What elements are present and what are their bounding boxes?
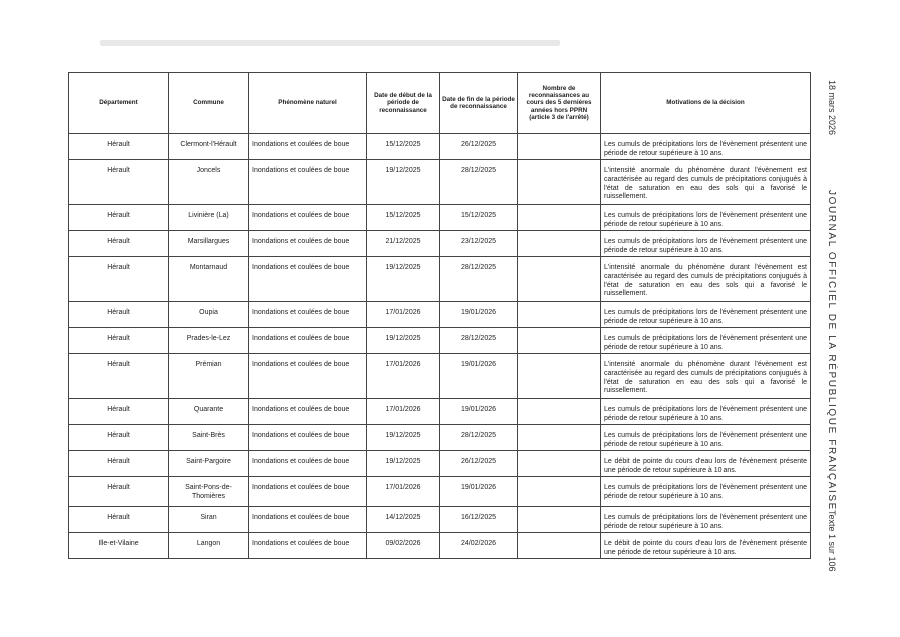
table-header-row — [69, 73, 811, 134]
cell-date-debut: 19/12/2025 — [367, 451, 440, 477]
cell-nombre — [518, 399, 601, 425]
cell-date-fin: 15/12/2025 — [440, 205, 518, 231]
cell-nombre — [518, 160, 601, 205]
cell-motivation: Les cumuls de précipitations lors de l'évènement présentent une période de retour supérieure à 10 ans. — [601, 134, 811, 160]
cell-nombre — [518, 507, 601, 533]
cell-motivation: Les cumuls de précipitations lors de l'évènement présentent une période de retour supérieure à 10 ans. — [601, 328, 811, 354]
table-row — [69, 302, 811, 328]
cell-motivation: Le débit de pointe du cours d'eau lors de l'évènement présente une période de retour supérieure à 10 ans. — [601, 451, 811, 477]
header-date-debut: Date de début de la période de reconnaissance — [367, 73, 440, 134]
cell-motivation: L'intensité anormale du phénomène durant l'évènement est caractérisée au regard des cumuls de précipitations conjugués à l'état de saturation en eau des sols qui a favorisé le ruissellement. — [601, 160, 811, 205]
cell-commune: Joncels — [169, 160, 249, 205]
cell-commune: Prémian — [169, 354, 249, 399]
table-row — [69, 507, 811, 533]
cell-date-debut: 17/01/2026 — [367, 399, 440, 425]
header-phenomene: Phénomène naturel — [249, 73, 367, 134]
cell-date-debut: 17/01/2026 — [367, 477, 440, 507]
cell-nombre — [518, 354, 601, 399]
table-row — [69, 399, 811, 425]
cell-commune: Siran — [169, 507, 249, 533]
cell-date-debut: 19/12/2025 — [367, 257, 440, 302]
cell-commune: Marsillargues — [169, 231, 249, 257]
cell-date-debut: 15/12/2025 — [367, 134, 440, 160]
cell-nombre — [518, 533, 601, 559]
cell-phenomene: Inondations et coulées de boue — [249, 354, 367, 399]
cell-phenomene: Inondations et coulées de boue — [249, 399, 367, 425]
cell-date-debut: 21/12/2025 — [367, 231, 440, 257]
table-row — [69, 231, 811, 257]
cell-date-debut: 19/12/2025 — [367, 160, 440, 205]
cell-nombre — [518, 425, 601, 451]
cell-date-debut: 19/12/2025 — [367, 425, 440, 451]
cell-commune: Saint-Pons-de-Thomières — [169, 477, 249, 507]
cell-commune: Livinière (La) — [169, 205, 249, 231]
cell-phenomene: Inondations et coulées de boue — [249, 477, 367, 507]
cell-nombre — [518, 231, 601, 257]
cell-date-fin: 26/12/2025 — [440, 134, 518, 160]
cell-departement: Hérault — [69, 451, 169, 477]
header-nombre: Nombre de reconnaissances au cours des 5 dernières années hors PPRN (article 3 de l'arrêté) — [518, 73, 601, 134]
cell-date-fin: 28/12/2025 — [440, 425, 518, 451]
cell-date-debut: 19/12/2025 — [367, 328, 440, 354]
cell-departement: Hérault — [69, 231, 169, 257]
cell-departement: Hérault — [69, 425, 169, 451]
cell-motivation: Les cumuls de précipitations lors de l'évènement présentent une période de retour supérieure à 10 ans. — [601, 399, 811, 425]
cell-phenomene: Inondations et coulées de boue — [249, 205, 367, 231]
cell-phenomene: Inondations et coulées de boue — [249, 160, 367, 205]
header-date-fin: Date de fin de la période de reconnaissance — [440, 73, 518, 134]
cell-motivation: L'intensité anormale du phénomène durant l'évènement est caractérisée au regard des cumuls de précipitations conjugués à l'état de saturation en eau des sols qui a favorisé le ruissellement. — [601, 354, 811, 399]
cell-commune: Saint-Brès — [169, 425, 249, 451]
cell-commune: Clermont-l'Hérault — [169, 134, 249, 160]
cell-date-fin: 28/12/2025 — [440, 328, 518, 354]
table-row — [69, 451, 811, 477]
cell-date-debut: 15/12/2025 — [367, 205, 440, 231]
cell-departement: Hérault — [69, 328, 169, 354]
cell-commune: Montarnaud — [169, 257, 249, 302]
table-row — [69, 477, 811, 507]
cell-date-fin: 19/01/2026 — [440, 354, 518, 399]
cell-commune: Saint-Pargoire — [169, 451, 249, 477]
cell-commune: Prades-le-Lez — [169, 328, 249, 354]
table-row — [69, 160, 811, 205]
cell-motivation: Les cumuls de précipitations lors de l'évènement présentent une période de retour supérieure à 10 ans. — [601, 302, 811, 328]
cell-date-fin: 28/12/2025 — [440, 160, 518, 205]
cell-date-fin: 19/01/2026 — [440, 477, 518, 507]
cell-phenomene: Inondations et coulées de boue — [249, 328, 367, 354]
cell-nombre — [518, 134, 601, 160]
publication-date: 18 mars 2026 — [827, 80, 837, 136]
cell-departement: Ille-et-Vilaine — [69, 533, 169, 559]
cell-motivation: Le débit de pointe du cours d'eau lors de l'évènement présente une période de retour supérieure à 10 ans. — [601, 533, 811, 559]
cell-phenomene: Inondations et coulées de boue — [249, 533, 367, 559]
cell-nombre — [518, 257, 601, 302]
cell-phenomene: Inondations et coulées de boue — [249, 231, 367, 257]
header-commune: Commune — [169, 73, 249, 134]
table-row — [69, 328, 811, 354]
table-row — [69, 134, 811, 160]
cell-nombre — [518, 302, 601, 328]
table-row — [69, 533, 811, 559]
cell-date-fin: 24/02/2026 — [440, 533, 518, 559]
cell-motivation: Les cumuls de précipitations lors de l'évènement présentent une période de retour supérieure à 10 ans. — [601, 205, 811, 231]
cell-motivation: L'intensité anormale du phénomène durant l'évènement est caractérisée au regard des cumuls de précipitations conjugués à l'état de saturation en eau des sols qui a favorisé le ruissellement. — [601, 257, 811, 302]
header-departement: Département — [69, 73, 169, 134]
cell-phenomene: Inondations et coulées de boue — [249, 302, 367, 328]
cell-date-debut: 17/01/2026 — [367, 354, 440, 399]
cell-date-debut: 09/02/2026 — [367, 533, 440, 559]
cell-phenomene: Inondations et coulées de boue — [249, 257, 367, 302]
cell-phenomene: Inondations et coulées de boue — [249, 134, 367, 160]
cell-date-fin: 23/12/2025 — [440, 231, 518, 257]
cell-date-fin: 28/12/2025 — [440, 257, 518, 302]
cell-nombre — [518, 477, 601, 507]
table-row — [69, 354, 811, 399]
header-motivations: Motivations de la décision — [601, 73, 811, 134]
cell-commune: Quarante — [169, 399, 249, 425]
cell-departement: Hérault — [69, 160, 169, 205]
cell-phenomene: Inondations et coulées de boue — [249, 451, 367, 477]
text-counter: Texte 1 sur 106 — [827, 510, 837, 572]
cell-phenomene: Inondations et coulées de boue — [249, 507, 367, 533]
cell-date-debut: 17/01/2026 — [367, 302, 440, 328]
cell-nombre — [518, 205, 601, 231]
cell-date-fin: 19/01/2026 — [440, 399, 518, 425]
cell-departement: Hérault — [69, 134, 169, 160]
cell-departement: Hérault — [69, 477, 169, 507]
cell-date-debut: 14/12/2025 — [367, 507, 440, 533]
cell-departement: Hérault — [69, 257, 169, 302]
table-row — [69, 425, 811, 451]
cell-motivation: Les cumuls de précipitations lors de l'évènement présentent une période de retour supérieure à 10 ans. — [601, 425, 811, 451]
cell-commune: Langon — [169, 533, 249, 559]
header-redaction-strip — [100, 40, 560, 46]
table-row — [69, 205, 811, 231]
cell-phenomene: Inondations et coulées de boue — [249, 425, 367, 451]
cell-date-fin: 19/01/2026 — [440, 302, 518, 328]
cell-departement: Hérault — [69, 507, 169, 533]
cell-date-fin: 16/12/2025 — [440, 507, 518, 533]
cell-commune: Oupia — [169, 302, 249, 328]
cell-motivation: Les cumuls de précipitations lors de l'évènement présentent une période de retour supérieure à 10 ans. — [601, 231, 811, 257]
cell-nombre — [518, 451, 601, 477]
cell-date-fin: 26/12/2025 — [440, 451, 518, 477]
cell-departement: Hérault — [69, 354, 169, 399]
decision-table — [68, 72, 811, 559]
table-row — [69, 257, 811, 302]
cell-motivation: Les cumuls de précipitations lors de l'évènement présentent une période de retour supérieure à 10 ans. — [601, 477, 811, 507]
cell-departement: Hérault — [69, 302, 169, 328]
cell-departement: Hérault — [69, 399, 169, 425]
cell-motivation: Les cumuls de précipitations lors de l'évènement présentent une période de retour supérieure à 10 ans. — [601, 507, 811, 533]
cell-nombre — [518, 328, 601, 354]
journal-title: JOURNAL OFFICIEL DE LA RÉPUBLIQUE FRANÇAISE — [826, 190, 837, 511]
cell-departement: Hérault — [69, 205, 169, 231]
